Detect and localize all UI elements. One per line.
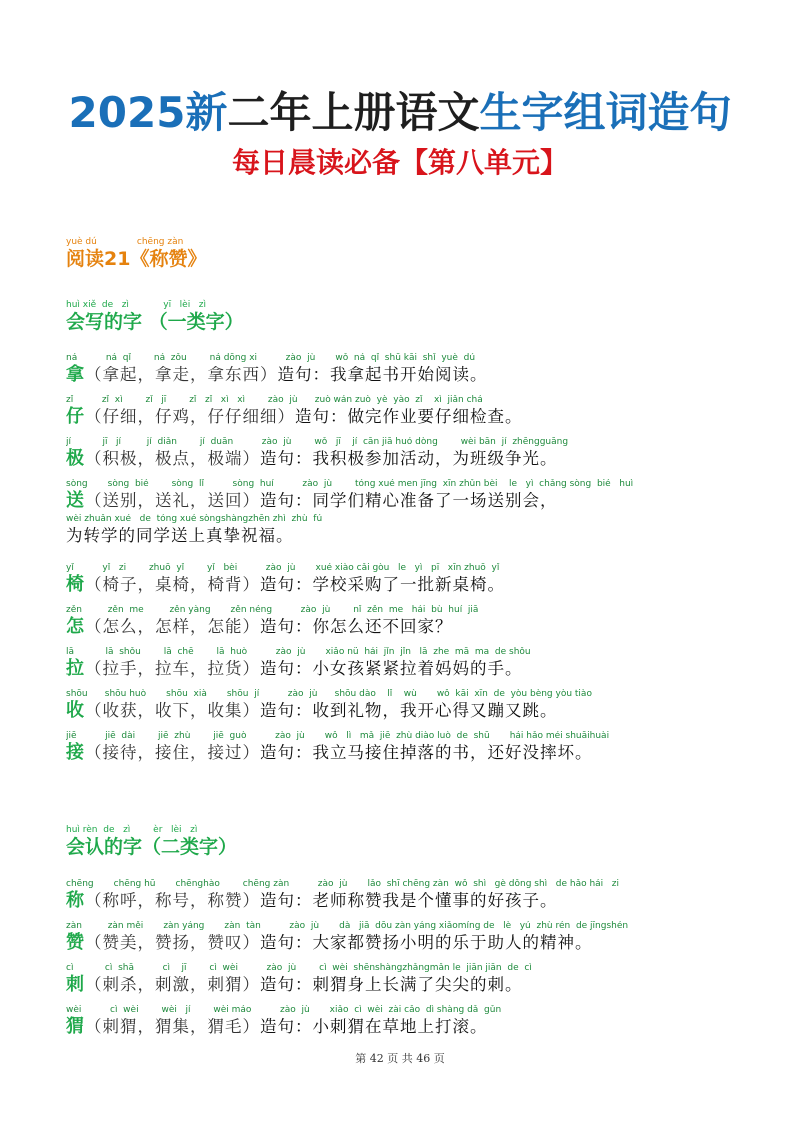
entry-character: 接 [66,742,85,763]
entry-pinyin: sòng sòng bié sòng lǐ sòng huí zào jù tóng xué men jīng xīn zhǔn bèi le yì chǎng sòng bié huì [66,479,634,489]
entry-words: （积极，极点，极端） [85,449,260,468]
title-part-1: 2025新 [68,88,228,137]
entry-words: （拉手，拉车，拉货） [85,659,260,678]
entry-words: （椅子，桌椅，椅背） [85,575,260,594]
entry-sentence-label: 造句： [260,1017,313,1036]
entry-character: 收 [66,700,85,721]
entry-character: 椅 [66,574,85,595]
entry-sentence: 学校采购了一批新桌椅。 [312,575,505,594]
entry-pinyin: wèi cì wèi wèi jí wèi máo zào jù xiǎo cì wèi zài cǎo dì shàng dǎ gǔn [66,1005,502,1015]
entry-sentence-label: 造句： [260,659,313,678]
entry-sentence-label: 造句： [295,407,348,426]
page-title [0,88,800,138]
word-entry [66,879,756,912]
entry-words: （接待，接住，接过） [85,743,260,762]
section-heading-reading-text: 阅读21《称赞》 [66,248,207,270]
entry-sentence: 老师称赞我是个懂事的好孩子。 [312,891,558,910]
entry-character: 赞 [66,932,85,953]
entry-pinyin: zàn zàn měi zàn yáng zàn tàn zào jù dà jiā dōu zàn yáng xiǎomíng de lè yú zhù rén de jīngshén [66,921,629,931]
entry-sentence: 做完作业要仔细检查。 [347,407,523,426]
word-entry [66,647,756,680]
entry-character: 拉 [66,658,85,679]
title-part-3: 生字组词造句 [479,88,732,137]
entry-words: （怎么，怎样，怎能） [85,617,260,636]
entry-sentence: 收到礼物，我开心得又蹦又跳。 [312,701,558,720]
entry-words: （称呼，称号，称赞） [85,891,260,910]
entry-character: 刺 [66,974,85,995]
entry-pinyin: zǐ zǐ xì zǐ jī zǐ zǐ xì xì zào jù zuò wán zuò yè yào zǐ xì jiǎn chá [66,395,483,405]
title-part-2: 二年上册语文 [227,88,480,137]
entry-sentence-label: 造句： [260,575,313,594]
entry-character: 怎 [66,616,85,637]
word-entry [66,353,756,386]
section-heading-write-pinyin: huì xiě de zì yī lèi zì [66,300,206,310]
entry-pinyin: chēng chēng hū chēnghào chēng zàn zào jù lǎo shī chēng zàn wǒ shì gè dǒng shì de hǎo hái zi [66,879,619,889]
entry-sentence-label: 造句： [260,491,313,510]
entry-sentence-label: 造句： [260,933,313,952]
word-entry [66,963,756,996]
entry-pinyin: yǐ yǐ zi zhuō yǐ yǐ bèi zào jù xué xiào cǎi gòu le yì pī xīn zhuō yǐ [66,563,500,573]
section-heading-recognize [66,825,237,858]
entry-sentence: 小女孩紧紧拉着妈妈的手。 [312,659,523,678]
entry-pinyin: ná ná qǐ ná zǒu ná dōng xi zào jù wǒ ná qǐ shū kāi shǐ yuè dú [66,353,476,363]
word-entry [66,479,756,547]
word-entry [66,731,756,764]
section-heading-recognize-text: 会认的字（二类字） [66,836,238,858]
entry-words: （拿起，拿走，拿东西） [85,365,278,384]
entry-sentence: 我拿起书开始阅读。 [330,365,488,384]
section-heading-write [66,300,244,333]
entry-sentence-label: 造句： [260,743,313,762]
entry-character: 拿 [66,364,85,385]
page-subtitle: 每日晨读必备【第八单元】 [231,146,568,179]
entry-character: 送 [66,490,85,511]
entry-pinyin: jí jī jí jí diǎn jí duān zào jù wǒ jī jí cān jiā huó dòng wèi bān jí zhēngguāng [66,437,569,447]
entry-sentence-label: 造句： [260,701,313,720]
entry-sentence: 我立马接住掉落的书，还好没摔坏。 [312,743,593,762]
entry-words: （刺猬，猬集，猬毛） [85,1017,260,1036]
entry-pinyin: jiē jiē dài jiē zhù jiē guò zào jù wǒ lì mǎ jiē zhù diào luò de shū hái hǎo méi shuāihuài [66,731,610,741]
page-footer: 第 42 页 共 46 页 [355,1052,445,1065]
entry-sentence-label: 造句： [260,617,313,636]
entry-sentence: 我积极参加活动，为班级争光。 [312,449,558,468]
entry-character: 称 [66,890,85,911]
entry-words: （收获，收下，收集） [85,701,260,720]
section-heading-recognize-pinyin: huì rèn de zì èr lèi zì [66,825,198,835]
entry-sentence: 刺猬身上长满了尖尖的刺。 [312,975,523,994]
word-entry [66,605,756,638]
entry-pinyin: zěn zěn me zěn yàng zěn néng zào jù nǐ zěn me hái bù huí jiā [66,605,479,615]
word-entry [66,395,756,428]
section-heading-reading [66,237,206,270]
entry-words: （刺杀，刺激，刺猬） [85,975,260,994]
section-heading-reading-pinyin: yuè dú chēng zàn [66,237,184,247]
entry-pinyin-line-2: wèi zhuǎn xué de tóng xué sòngshàngzhēn zhì zhù fú [66,514,323,524]
entry-words: （送别，送礼，送回） [85,491,260,510]
word-entry [66,437,756,470]
section-heading-write-text: 会写的字 （一类字） [66,311,244,333]
entry-sentence-line-2: 为转学的同学送上真挚祝福。 [66,526,294,545]
entry-pinyin: lā lā shǒu lā chē lā huò zào jù xiǎo nǚ hái jǐn jǐn lā zhe mā ma de shǒu [66,647,531,657]
entry-words: （仔细，仔鸡，仔仔细细） [85,407,295,426]
entry-words: （赞美，赞扬，赞叹） [85,933,260,952]
entry-sentence: 大家都赞扬小明的乐于助人的精神。 [312,933,593,952]
word-entry [66,921,756,954]
entry-sentence-label: 造句： [277,365,330,384]
entry-character: 仔 [66,406,85,427]
entry-sentence: 你怎么还不回家？ [312,617,453,636]
word-entry [66,1005,756,1038]
entry-character: 极 [66,448,85,469]
entry-character: 猬 [66,1016,85,1037]
entry-pinyin: cì cì shā cì jī cì wèi zào jù cì wèi shēnshàngzhǎngmǎn le jiān jiān de cì [66,963,532,973]
entry-sentence-label: 造句： [260,449,313,468]
entry-sentence: 同学们精心准备了一场送别会， [312,491,558,510]
entry-sentence-label: 造句： [260,975,313,994]
entry-sentence: 小刺猬在草地上打滚。 [312,1017,488,1036]
word-entry [66,689,756,722]
entry-pinyin: shōu shōu huò shōu xià shōu jí zào jù shōu dào lǐ wù wǒ kāi xīn de yòu bèng yòu tiào [66,689,592,699]
entry-sentence-label: 造句： [260,891,313,910]
word-entry [66,563,756,596]
